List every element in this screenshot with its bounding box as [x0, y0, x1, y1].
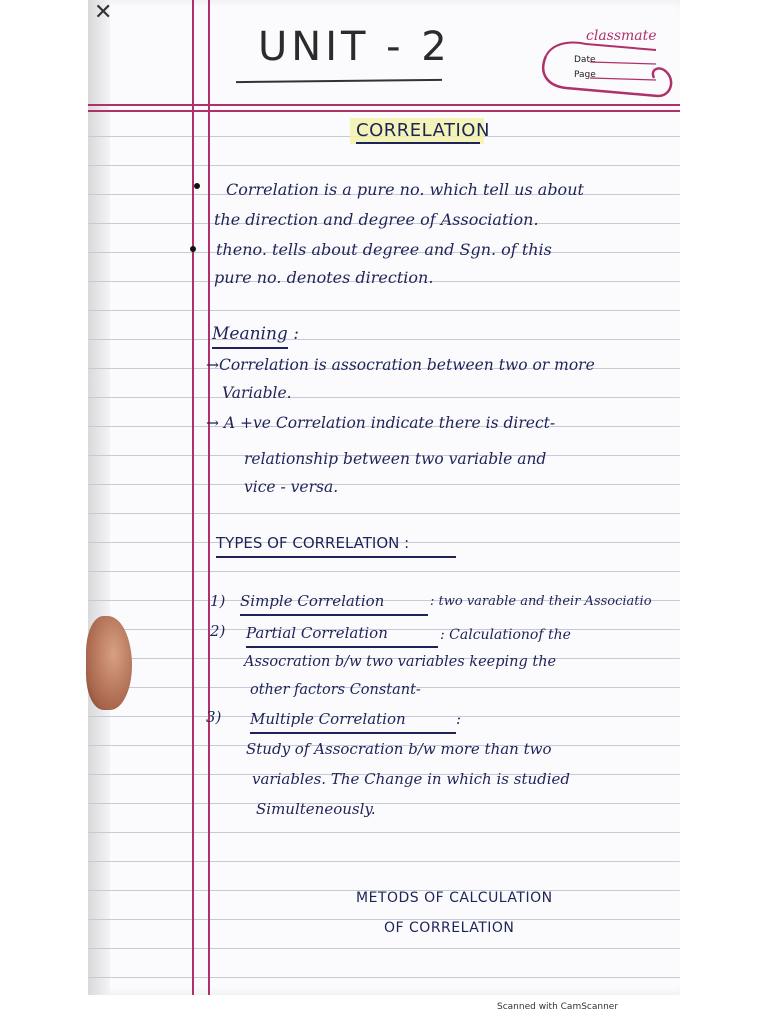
meaning-underline	[212, 347, 288, 349]
heading-underline	[356, 142, 480, 144]
header-line-1	[88, 104, 680, 106]
type-item-name: Partial Correlation	[246, 624, 388, 642]
bullet-text-line: Correlation is a pure no. which tell us about	[226, 180, 584, 199]
ruled-line	[88, 948, 680, 949]
ruled-line	[88, 977, 680, 978]
date-label: Date	[574, 55, 596, 65]
notebook-page	[88, 0, 680, 995]
methods-line-2: OF CORRELATION	[384, 920, 515, 936]
type-item-number: 2)	[210, 622, 226, 640]
margin-line-2	[208, 0, 210, 995]
ruled-line	[88, 397, 680, 398]
ruled-line	[88, 339, 680, 340]
meaning-line: Variable.	[222, 384, 292, 402]
type-item-desc: other factors Constant-	[250, 682, 421, 698]
type-item-desc: : two varable and their Associatio	[430, 594, 652, 609]
type-item-desc: variables. The Change in which is studied	[252, 770, 571, 788]
margin-line-1	[192, 0, 194, 995]
type-item-name: Simple Correlation	[240, 592, 385, 610]
type-item-desc: Assocration b/w two variables keeping the	[244, 654, 557, 670]
type-item-desc: Study of Assocration b/w more than two	[246, 740, 552, 758]
types-underline	[216, 556, 456, 558]
ruled-line	[88, 165, 680, 166]
type-item-desc: :	[456, 710, 462, 728]
header-line-2	[88, 110, 680, 112]
ruled-line	[88, 803, 680, 804]
ruled-line	[88, 484, 680, 485]
meaning-line: vice - versa.	[244, 478, 339, 496]
thumb-photo-artifact	[86, 616, 132, 710]
bullet-text-line: theno. tells about degree and Sgn. of this	[216, 240, 552, 259]
ruled-line	[88, 861, 680, 862]
page-label: Page	[574, 70, 596, 80]
ruled-line	[88, 310, 680, 311]
type-item-name: Multiple Correlation	[250, 710, 406, 728]
type-item-underline	[246, 646, 438, 648]
methods-line-1: METODS OF CALCULATION	[356, 890, 553, 906]
page-title: UNIT - 2	[258, 24, 451, 70]
bullet-text-line: the direction and degree of Association.	[214, 210, 539, 229]
brand-name: classmate	[586, 28, 657, 44]
type-item-underline	[240, 614, 428, 616]
meaning-heading: Meaning :	[212, 324, 299, 344]
scan-backdrop	[0, 0, 88, 1000]
types-heading: TYPES OF CORRELATION :	[216, 534, 410, 552]
ruled-line	[88, 832, 680, 833]
scanner-footer: Scanned with CamScanner	[497, 1002, 619, 1012]
ruled-lines	[88, 0, 680, 995]
bullet-dot	[190, 246, 196, 252]
ruled-line	[88, 571, 680, 572]
type-item-underline	[250, 732, 456, 734]
corner-x-mark: ✕	[94, 0, 113, 25]
ruled-line	[88, 513, 680, 514]
bullet-dot	[194, 183, 200, 189]
meaning-line: → A +ve Correlation indicate there is direct-	[206, 414, 556, 432]
meaning-line: relationship between two variable and	[244, 450, 547, 468]
type-item-desc: Simulteneously.	[256, 800, 376, 818]
section-heading: CORRELATION	[356, 120, 490, 141]
type-item-number: 3)	[206, 708, 222, 726]
type-item-desc: : Calculationof the	[440, 627, 571, 643]
bullet-text-line: pure no. denotes direction.	[214, 268, 434, 287]
meaning-line: →Correlation is assocration between two or more	[206, 356, 595, 374]
type-item-number: 1)	[210, 592, 226, 610]
